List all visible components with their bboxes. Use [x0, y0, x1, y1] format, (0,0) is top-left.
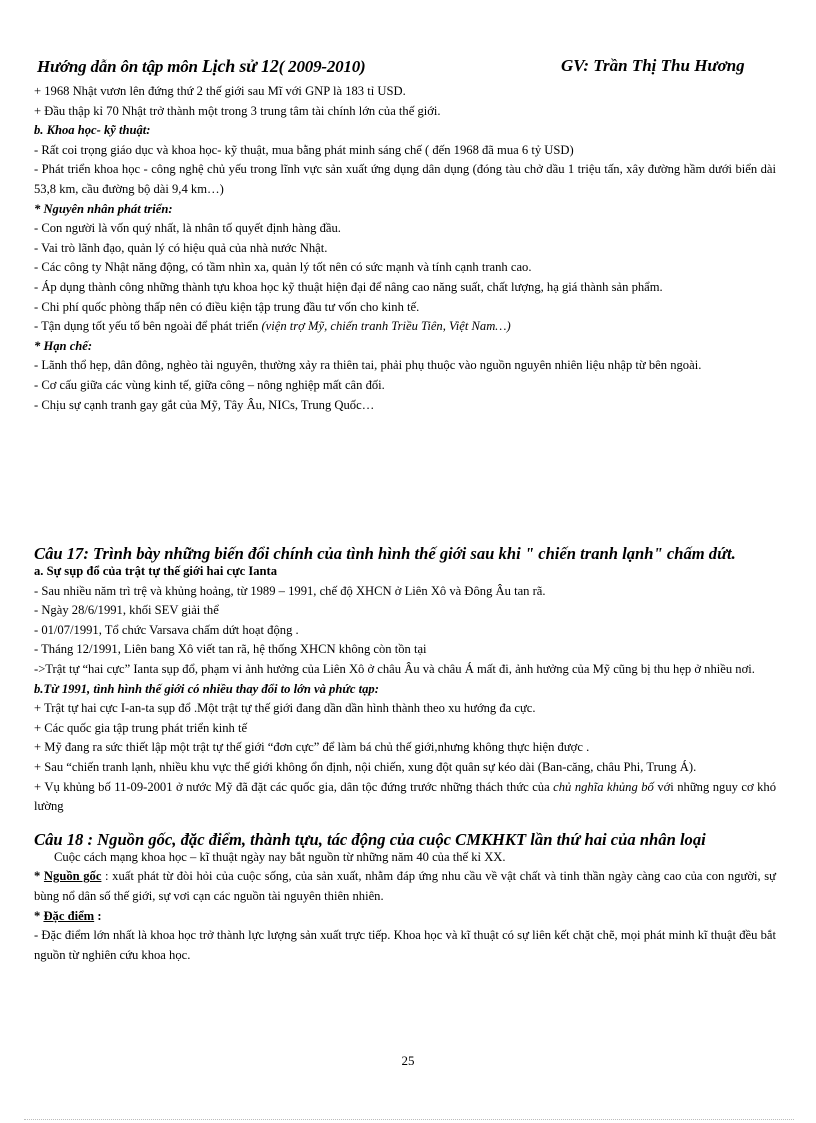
paragraph: - Sau nhiều năm trì trệ và khủng hoảng, từ 1989 – 1991, chế độ XHCN ở Liên Xô và Đông Âu tan rã.	[34, 583, 546, 598]
body-text	[34, 82, 776, 965]
header-teacher: GV: Trần Thị Thu Hương	[561, 56, 745, 75]
paragraph: - Áp dụng thành công những thành tựu khoa học kỹ thuật hiện đại để nâng cao năng suất, chất lượng, hạ giá thành sản phẩm.	[34, 279, 663, 294]
header-title-part2: Lịch sử 12	[201, 56, 279, 76]
document-page	[34, 54, 776, 965]
paragraph: - Rất coi trọng giáo dục và khoa học- kỹ thuật, mua bằng phát minh sáng chế ( đến 1968 đã mua 6 tỷ USD)	[34, 142, 574, 157]
nguongoc-prefix: *	[34, 869, 44, 884]
vukhungbo-tail: với những nguy cơ khó lường	[34, 779, 777, 814]
paragraph: + Trật tự hai cực I-an-ta sụp đổ .Một trật tự thế giới đang dần dần hình thành theo xu hướng đa cực.	[34, 701, 536, 716]
question-18-title: Câu 18 : Nguồn gốc, đặc điểm, thành tựu, tác động của cuộc CMKHKT lần thứ hai của nhân loại	[34, 829, 706, 849]
dacdiem-label: Đặc điểm	[43, 908, 95, 923]
paragraph: + 1968 Nhật vươn lên đứng thứ 2 thế giới sau Mĩ với GNP là 183 tỉ USD.	[34, 84, 406, 98]
section-heading-hanche: * Hạn chế:	[34, 338, 93, 353]
tandung-italic: (viện trợ Mỹ, chiến tranh Triều Tiên, Việt Nam…)	[261, 319, 511, 334]
paragraph: + Đầu thập kỉ 70 Nhật trở thành một trong 3 trung tâm tài chính lớn của thế giới.	[34, 103, 441, 118]
dacdiem-prefix: *	[34, 908, 44, 923]
section-heading-nguyennhan: * Nguyên nhân phát triển:	[34, 201, 173, 216]
paragraph	[34, 778, 776, 817]
paragraph: + Các quốc gia tập trung phát triển kinh tế	[34, 720, 248, 735]
paragraph: Cuộc cách mạng khoa học – kĩ thuật ngày nay bắt nguồn từ những năm 40 của thế kỉ XX.	[54, 849, 506, 864]
nguongoc-label: Nguồn gốc	[43, 869, 102, 884]
paragraph: - Ngày 28/6/1991, khối SEV giải thể	[34, 603, 219, 618]
section-heading-17b: b.Từ 1991, tình hình thế giới có nhiều thay đổi to lớn và phức tạp:	[34, 681, 379, 696]
section-heading-17a: a. Sự sụp đổ của trật tự thế giới hai cực Ianta	[34, 564, 278, 579]
paragraph: ->Trật tự “hai cực” Ianta sụp đổ, phạm vi ảnh hưởng của Liên Xô ở châu Âu và châu Á mất đi, ảnh hưởng của Mỹ cũng bị thu hẹp ở nhiều nơi.	[34, 662, 755, 677]
question-17-title: Câu 17: Trình bày những biến đổi chính của tình hình thế giới sau khi " chiến tranh lạnh" chấm dứt.	[34, 544, 736, 564]
paragraph: - Lãnh thổ hẹp, dân đông, nghèo tài nguyên, thường xảy ra thiên tai, phải phụ thuộc vào nguồn nguyên nhiên liệu nhập từ bên ngoài.	[34, 358, 702, 373]
paragraph: - Vai trò lãnh đạo, quản lý có hiệu quả của nhà nước Nhật.	[34, 240, 328, 255]
paragraph: - Đặc điểm lớn nhất là khoa học trở thành lực lượng sản xuất trực tiếp. Khoa học và kĩ thuật có sự liên kết chặt chẽ, mọi phát minh kĩ thuật đều bắt nguồn từ nghiên cứu khoa học.	[34, 928, 776, 962]
page-number: 25	[401, 1053, 415, 1068]
paragraph	[34, 867, 776, 906]
paragraph: + Sau “chiến tranh lạnh, nhiều khu vực thế giới không ổn định, nội chiến, xung đột quân sự kéo dài (Ban-căng, châu Phi, Trung Á).	[34, 760, 697, 775]
page-header	[34, 54, 776, 82]
dacdiem-colon: :	[94, 908, 102, 923]
paragraph: - Các công ty Nhật năng động, có tầm nhìn xa, quản lý tốt nên có sức mạnh và tính cạnh tranh cao.	[34, 260, 532, 275]
nguongoc-text: : xuất phát từ đòi hỏi của cuộc sống, của sản xuất, nhằm đáp ứng nhu cầu về vật chất và tinh thần ngày càng cao của con người, sự bùng nổ dân số thế giới, sự vơi cạn các nguồn tài nguyên thiên nhiên.	[34, 869, 777, 903]
paragraph: - Con người là vốn quý nhất, là nhân tố quyết định hàng đầu.	[34, 221, 341, 236]
paragraph: - Chịu sự cạnh tranh gay gắt của Mỹ, Tây Âu, NICs, Trung Quốc…	[34, 397, 375, 412]
paragraph: + Mỹ đang ra sức thiết lập một trật tự thế giới “đơn cực” để làm bá chủ thế giới,nhưng không thực hiện được .	[34, 740, 590, 755]
tandung-text: - Tận dụng tốt yếu tố bên ngoài để phát triển	[34, 319, 262, 334]
paragraph	[34, 317, 776, 337]
section-heading-khoahoc: b. Khoa học- kỹ thuật:	[34, 123, 151, 138]
paragraph: - Tháng 12/1991, Liên bang Xô viết tan rã, hệ thống XHCN không còn tồn tại	[34, 642, 427, 657]
paragraph	[34, 907, 776, 927]
paragraph: - 01/07/1991, Tổ chức Varsava chấm dứt hoạt động .	[34, 622, 299, 637]
vukhungbo-italic: chủ nghĩa khủng bố	[553, 779, 654, 794]
header-title-part1: Hướng dẫn ôn tập môn	[37, 57, 198, 76]
paragraph: - Chi phí quốc phòng thấp nên có điều kiện tập trung đầu tư vốn cho kinh tế.	[34, 299, 420, 314]
footer-divider	[24, 1119, 794, 1120]
header-title-part3: ( 2009-2010)	[278, 57, 366, 76]
vukhungbo-text: + Vụ khủng bố 11-09-2001 ở nước Mỹ đã đặt các quốc gia, dân tộc đứng trước những thách thức của	[34, 779, 554, 794]
paragraph: - Phát triển khoa học - công nghệ chủ yếu trong lĩnh vực sản xuất ứng dụng dân dụng (đóng tàu chở dầu 1 triệu tấn, xây đường hầm dưới biển dài 53,8 km, cầu đường bộ dài 9,4 km…)	[34, 162, 776, 196]
paragraph: - Cơ cấu giữa các vùng kinh tế, giữa công – nông nghiệp mất cân đối.	[34, 377, 385, 392]
header-title	[37, 56, 366, 77]
